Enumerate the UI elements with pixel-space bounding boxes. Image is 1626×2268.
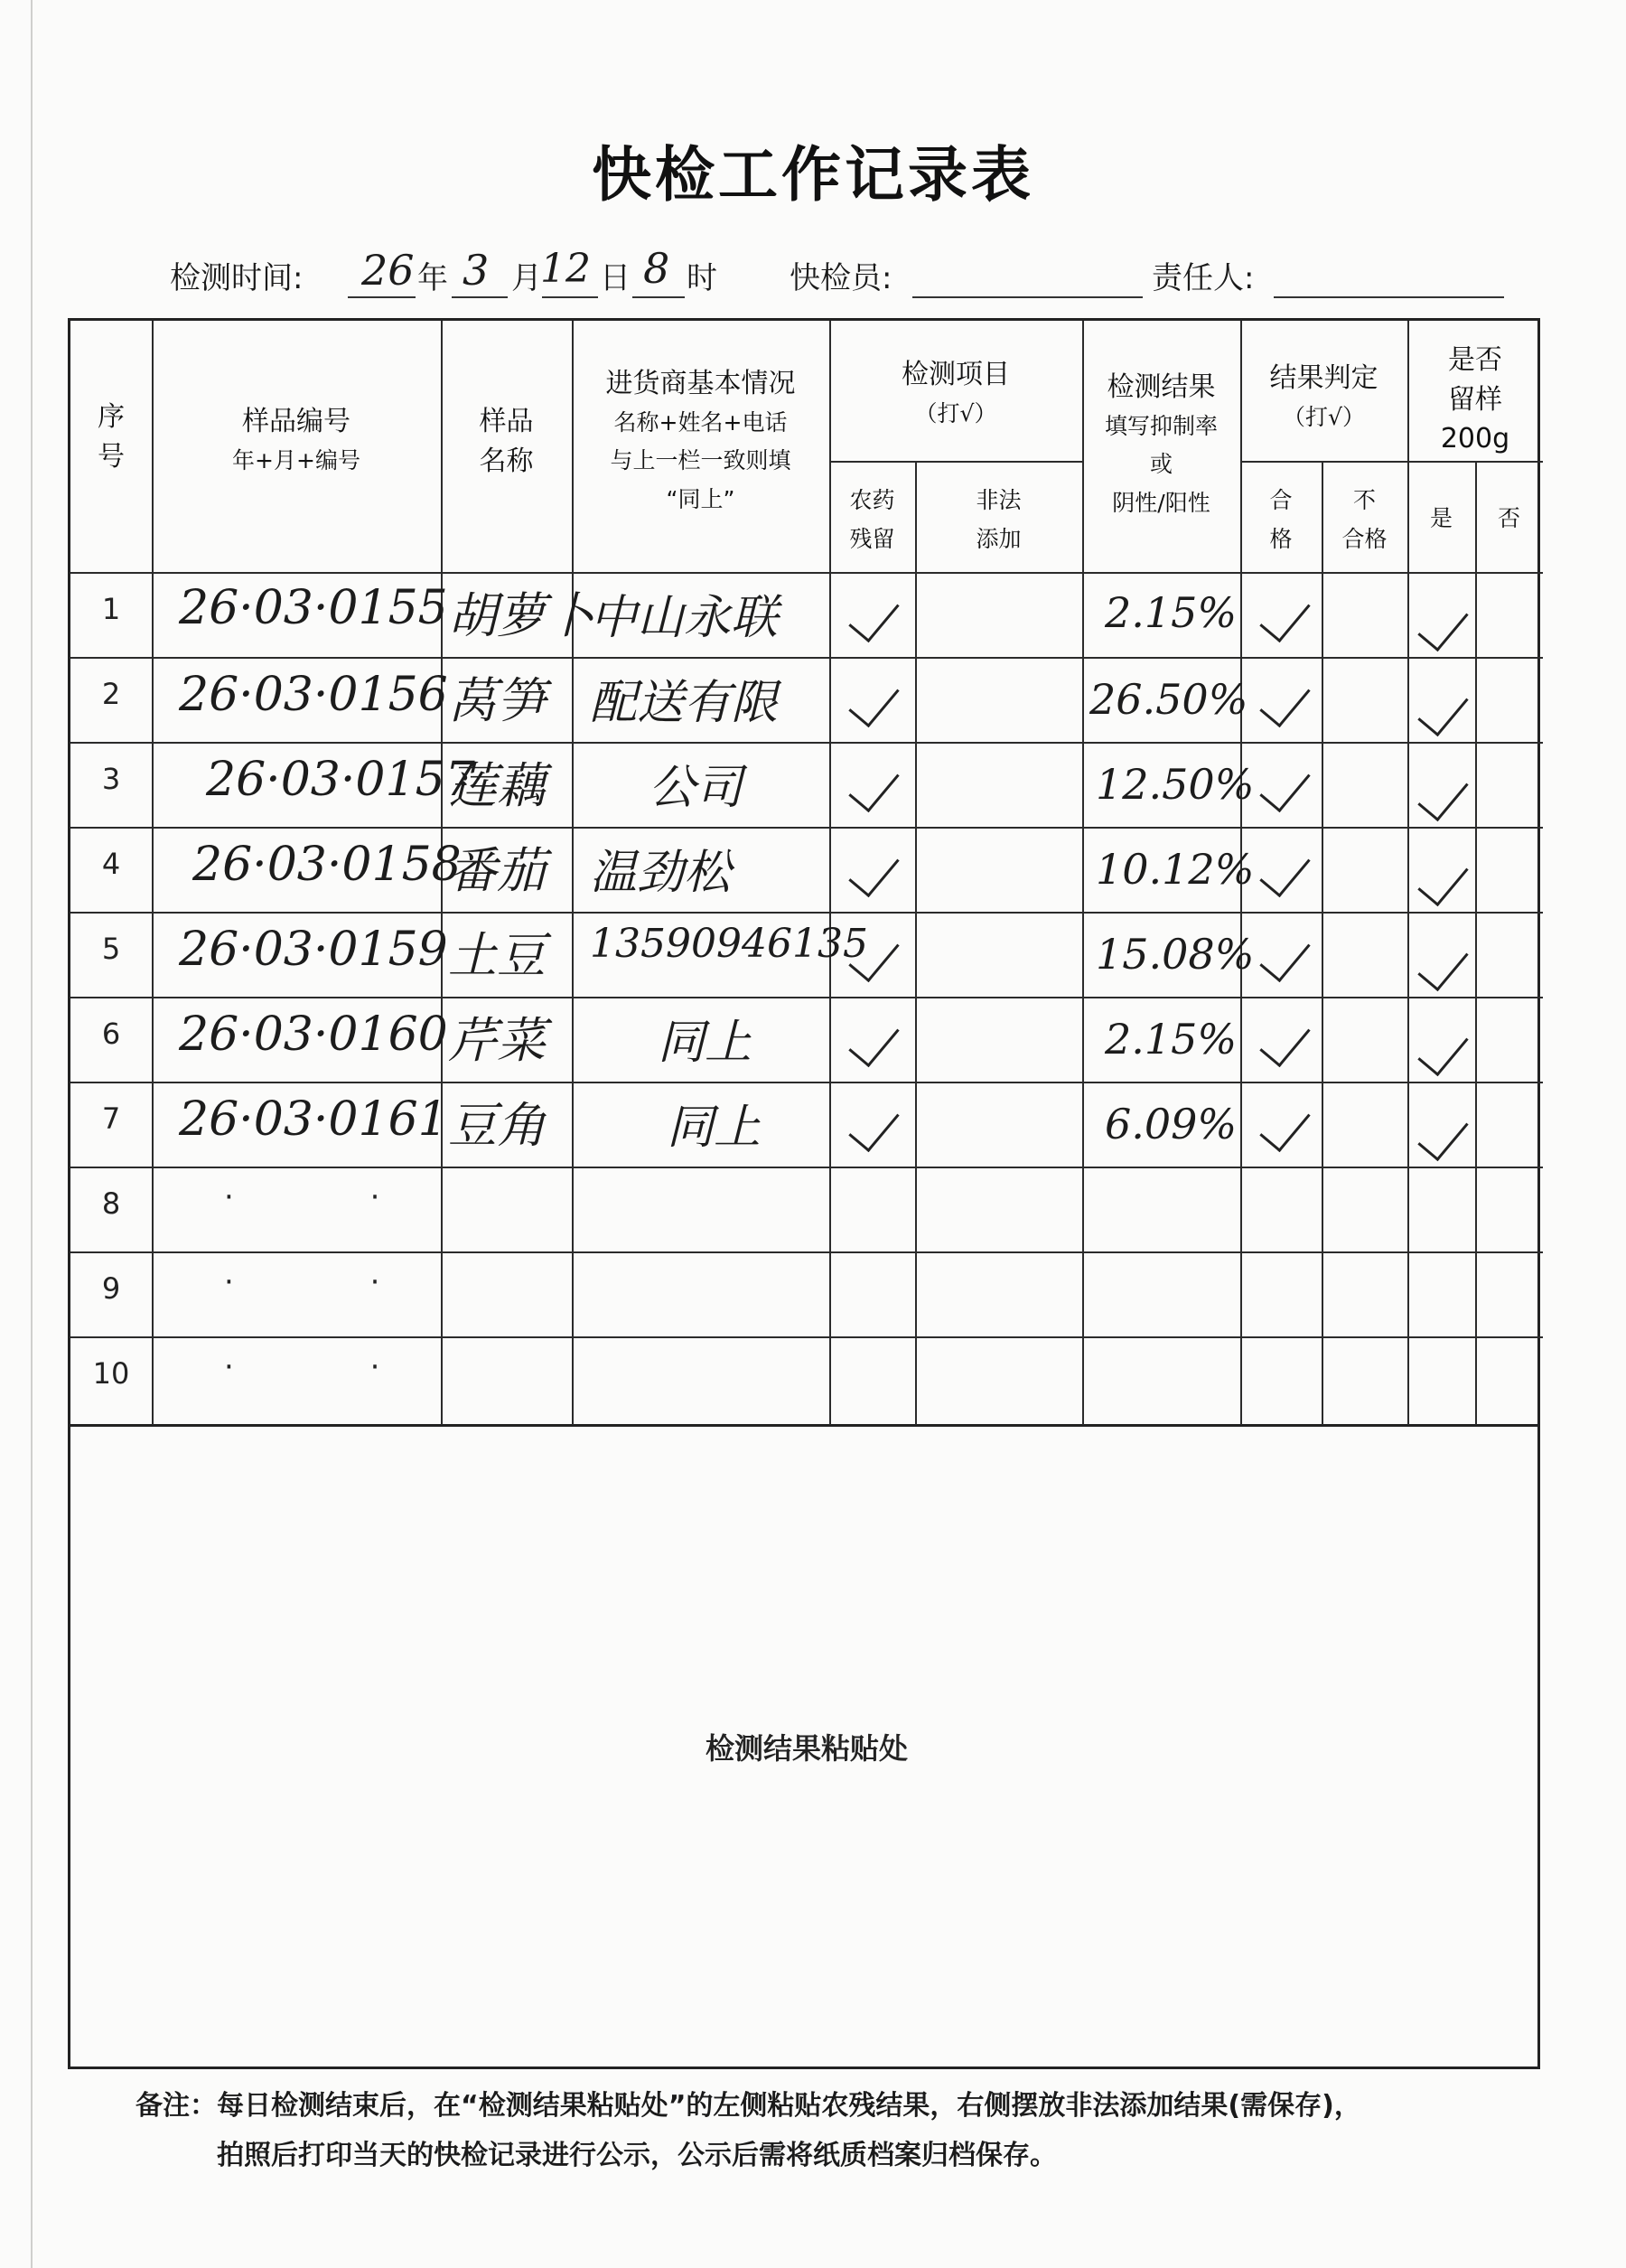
row-result: 26.50% [1089, 675, 1248, 724]
check-mark-icon [1417, 598, 1468, 651]
row-result: 6.09% [1105, 1100, 1238, 1148]
row-sample-no: 26·03·0156 [179, 668, 448, 722]
header-items: 检测项目 （打√） [902, 359, 1010, 426]
row-seq: 4 [101, 847, 121, 881]
inspector-label: 快检员: [790, 260, 892, 296]
check-mark-icon [848, 1099, 899, 1152]
col-divider [1407, 321, 1409, 1425]
row-supplier: 同上 [658, 1016, 752, 1070]
form-title: 快检工作记录表 [592, 140, 1034, 210]
row-result: 15.08% [1096, 930, 1255, 979]
row-divider [70, 1167, 1543, 1168]
year-value: 26 [361, 246, 415, 295]
header-supplier: 进货商基本情况 名称+姓名+电话 与上一栏一致则填 “同上” [605, 368, 796, 512]
row-sample-no: 26·03·0157 [206, 753, 475, 807]
row-supplier: 中山永联 [590, 591, 779, 645]
col-divider [1475, 461, 1477, 1425]
row-sample-no: · · [224, 1264, 444, 1300]
day-blank [542, 296, 598, 298]
header-seq: 序 号 [98, 401, 125, 473]
row-sample-no: 26·03·0158 [192, 838, 462, 892]
col-divider [915, 461, 917, 1425]
row-result: 2.15% [1105, 1015, 1238, 1064]
row-sample-no: 26·03·0161 [179, 1092, 448, 1147]
header-no: 否 [1497, 505, 1520, 531]
check-mark-icon [1259, 759, 1310, 812]
time-label: 检测时间: [170, 260, 304, 296]
row-result: 2.15% [1105, 588, 1238, 637]
row-divider [70, 572, 1543, 574]
check-mark-icon [848, 759, 899, 812]
header-result: 检测结果 填写抑制率 或 阴性/阳性 [1104, 371, 1218, 516]
row-sample-name: 莴笋 [448, 672, 546, 729]
header-judge: 结果判定 （打√） [1269, 362, 1378, 430]
check-mark-icon [1417, 1023, 1468, 1076]
day-label: 日 [600, 260, 631, 296]
note-line-1: 备注：每日检测结束后，在“检测结果粘贴处”的左侧粘贴农残结果，右侧摆放非法添加结果(需保存)， [136, 2090, 1361, 2122]
row-divider [70, 1336, 1543, 1338]
row-sample-name: 胡萝卜 [448, 587, 594, 644]
header-yes: 是 [1429, 505, 1453, 531]
row-sample-name: 芹菜 [448, 1012, 546, 1069]
inspector-blank [912, 296, 1143, 298]
check-mark-icon [1417, 768, 1468, 821]
check-mark-icon [848, 674, 899, 727]
record-table [68, 318, 1540, 1427]
check-mark-icon [1259, 1014, 1310, 1067]
row-seq: 1 [101, 592, 121, 626]
check-mark-icon [1417, 938, 1468, 991]
header-retain: 是否 留样 200g [1440, 344, 1510, 455]
header-sample-no: 样品编号 年+月+编号 [232, 406, 360, 473]
hour-label: 时 [687, 260, 717, 296]
header-fail: 不 合格 [1341, 487, 1388, 552]
row-seq: 6 [101, 1017, 121, 1051]
row-divider [70, 742, 1543, 744]
row-supplier: 13590946135 [590, 921, 868, 967]
row-seq: 2 [101, 677, 121, 711]
row-sample-no: · · [224, 1179, 444, 1215]
row-divider [70, 827, 1543, 829]
row-sample-name: 番茄 [448, 842, 546, 899]
row-sample-name: 土豆 [448, 927, 546, 984]
header-pesticide: 农药 残留 [849, 487, 895, 552]
row-result: 10.12% [1096, 845, 1255, 894]
check-mark-icon [848, 844, 899, 897]
row-divider [70, 912, 1543, 914]
result-paste-area [68, 1410, 1540, 2069]
header-sample-name: 样品 名称 [479, 406, 534, 477]
row-supplier: 配送有限 [590, 676, 779, 730]
responsible-blank [1274, 296, 1504, 298]
check-mark-icon [848, 1014, 899, 1067]
month-value: 3 [463, 246, 490, 295]
paste-area-label: 检测结果粘贴处 [705, 1731, 908, 1766]
row-divider [1240, 461, 1543, 463]
row-supplier: 公司 [649, 761, 743, 815]
row-result: 12.50% [1096, 760, 1255, 809]
row-sample-no: 26·03·0155 [179, 581, 448, 635]
check-mark-icon [1259, 589, 1310, 642]
check-mark-icon [1259, 674, 1310, 727]
year-label: 年 [417, 260, 448, 296]
col-divider [152, 321, 154, 1425]
row-seq: 5 [101, 932, 121, 966]
row-seq: 3 [101, 762, 121, 796]
row-sample-no: 26·03·0159 [179, 923, 448, 977]
check-mark-icon [1417, 1108, 1468, 1161]
day-value: 12 [540, 246, 591, 292]
row-divider [70, 997, 1543, 998]
month-blank [452, 296, 508, 298]
row-sample-name: 豆角 [448, 1097, 546, 1154]
header-illegal: 非法 添加 [976, 487, 1022, 552]
row-sample-name: 莲藕 [448, 757, 546, 814]
check-mark-icon [1259, 929, 1310, 982]
row-divider [70, 1082, 1543, 1083]
hour-value: 8 [643, 244, 670, 293]
row-divider [829, 461, 1082, 463]
row-supplier: 同上 [667, 1101, 762, 1155]
check-mark-icon [1417, 853, 1468, 906]
row-supplier: 温劲松 [590, 846, 732, 900]
row-divider [70, 1251, 1543, 1253]
row-divider [70, 657, 1543, 659]
note-line-2: 拍照后打印当天的快检记录进行公示，公示后需将纸质档案归档保存。 [217, 2140, 1057, 2171]
check-mark-icon [1417, 683, 1468, 736]
check-mark-icon [1259, 1099, 1310, 1152]
year-blank [348, 296, 416, 298]
row-seq: 10 [92, 1356, 130, 1391]
col-divider [1322, 461, 1323, 1425]
row-sample-no: 26·03·0160 [179, 1007, 448, 1062]
row-sample-no: · · [224, 1349, 444, 1385]
check-mark-icon [1259, 844, 1310, 897]
check-mark-icon [848, 589, 899, 642]
binding-line [31, 0, 33, 2268]
row-seq: 9 [101, 1271, 121, 1306]
row-seq: 7 [101, 1101, 121, 1136]
header-pass: 合 格 [1269, 487, 1293, 552]
hour-blank [632, 296, 685, 298]
header-info [0, 244, 1626, 316]
responsible-label: 责任人: [1152, 260, 1255, 296]
month-label: 月 [511, 260, 542, 296]
row-seq: 8 [101, 1186, 121, 1221]
